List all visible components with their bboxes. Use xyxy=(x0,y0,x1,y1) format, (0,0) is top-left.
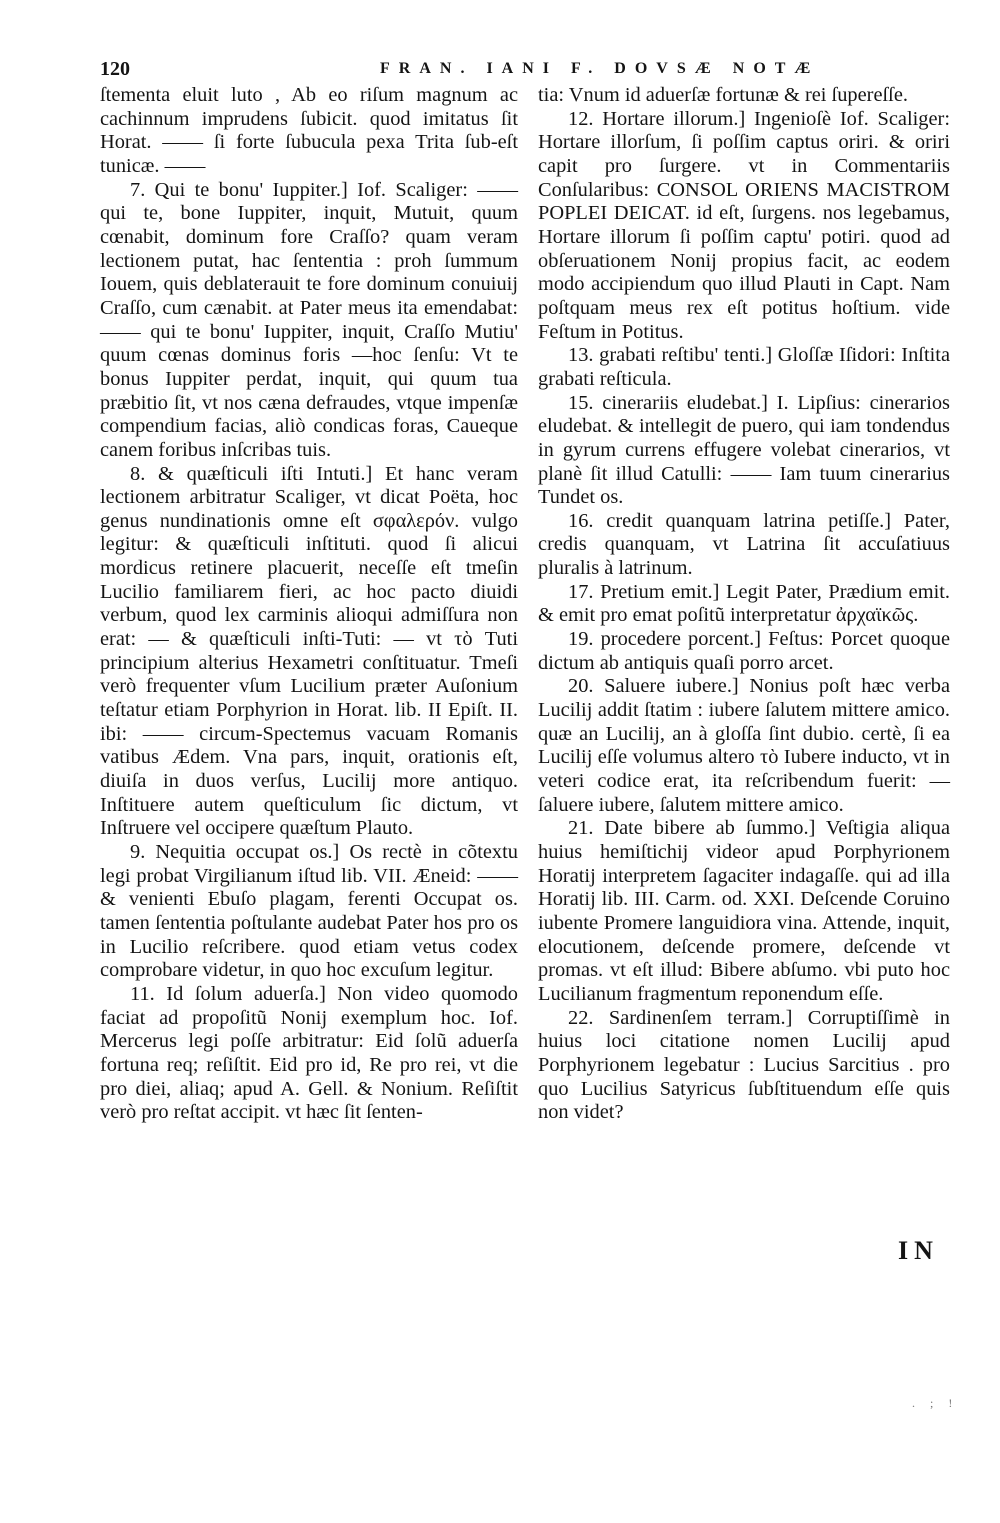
note-9: 9. Nequitia occupat os.] Os rectè in cõtextu legi probat Virgilianum iſtud lib. VII. Æneid: —— & venienti Ebuſo plagam, ferenti Occupat os. tamen ſententia poſtulante audebat Pater hos pro os in Lucilio reſcribere. quod etiam vetus codex comprobare videtur, in quo hoc excuſum legitur. xyxy=(100,841,518,982)
note-19: 19. procedere porcent.] Feſtus: Porcet quoque dictum ab antiquis quaſi porro arcet. xyxy=(538,628,950,674)
print-speck: . ; ! xyxy=(912,1396,959,1410)
note-12: 12. Hortare illorum.] Ingenioſè Iof. Scaliger: Hortare illorſum, ſi poſſim captus oriri. & oriri capit pro ſurgere. vt in Commentariis Conſularibus: CONSOL ORIENS MACISTROM POPLEI DEICAT. id eſt, ſurgens. nos legebamus, Hortare illorum ſi poſſim captu' potiri. quod ad obſeruationem Nonij propius facit, ac eodem modo accipiendum quo illud Plauti in Capt. Nam poſtquam meus rex eſt potitus hoſtium. vide Feſtum in Potitus. xyxy=(538,107,950,343)
note-8: 8. & quæſticuli iſti Intuti.] Et hanc veram lectionem arbitratur Scaliger, vt dicat Poëta, hoc genus nundinationis omne eſt σφαλερόν. vulgo legitur: & quæſticuli inſtituti. quod ſi alicui mordicus retinere placuerit, neceſſe eſt tmeſin Lucilio familiarem fieri, ac hoc pacto diuidi verbum, quod lex carminis alioqui admiſſura non erat: — & quæſticuli inſti-Tuti: — vt τὸ Tuti principium alterius Hexametri conſtituatur. Tmeſi verò frequenter vſum Lucilium præter Auſonium teſtatur etiam Porphyrion in Horat. lib. II Epiſt. II. ibi: —— circum-Spectemus vacuam Romanis vatibus Ædem. Vna pars, inquit, orationis eſt, diuiſa in duos verſus, Lucilij more antiquo. Inſtituere autem queſticulum ſic dictum, vt Inſtruere vel occipere quæſtum Plauto. xyxy=(100,462,518,840)
note-13: 13. grabati reſtibu' tenti.] Gloſſæ Iſidori: Inſtita grabati reſticula. xyxy=(538,344,950,390)
note-continuation-right: tia: Vnum id aduerſæ fortunæ & rei ſupereſſe. xyxy=(538,84,908,106)
catchword: IN xyxy=(898,1236,939,1265)
running-head: FRAN. IANI F. DOVSÆ NOTÆ xyxy=(380,60,820,77)
note-16: 16. credit quanquam latrina petiſſe.] Pater, credis quanquam, vt Latrina ſit accuſatiuus pluralis à latrinum. xyxy=(538,509,950,580)
note-11: 11. Id ſolum aduerſa.] Non video quomodo faciat ad propoſitũ Nonij exemplum hoc. Iof. Mercerus legi poſſe arbitratur: Eid ſolũ aduerſa fortuna req; reſiſtit. Eid pro id, Re pro rei, vt die pro diei, aliaq; apud A. Gell. & Nonium. Reſiſtit verò pro reſtat accipit. vt hæc ſit ſenten- xyxy=(100,982,518,1124)
note-22: 22. Sardinenſem terram.] Corruptiſſimè in huius loci citatione nomen Lucilij apud Porphyrionem legebatur : Lucius Sarcitius . pro quo Lucilius Satyricus ſubſtituendum eſſe quis non videt? xyxy=(538,1006,950,1124)
note-7: 7. Qui te bonu' Iuppiter.] Iof. Scaliger: —— qui te, bone Iuppiter, inquit, Mutuit, quum cœnabit, dominum fore Craſſo? quam veram lectionem putat, hac ſententia : proh ſummum Iouem, quis deblaterauit te fore dominum conuiuij Craſſo, cum cænabit. at Pater meus ita emendabat: —— qui te bonu' Iuppiter, inquit, Craſſo Mutiu' quum cœnas dominus foris —hoc ſenſu: Vt te bonus Iuppiter perdat, inquit, qui quum tua præbitio ſit, vt nos cæna defraudes, vtque impenſæ compendium facias, aliò condicas foras, Caueque canem foribus inſcribas tuis. xyxy=(100,178,518,461)
note-17: 17. Pretium emit.] Legit Pater, Prædium emit. & emit pro emat poſitũ interpretatur ἀρχαϊκῶς. xyxy=(538,580,950,627)
right-column xyxy=(538,84,950,1125)
note-15: 15. cinerariis eludebat.] I. Lipſius: cinerarios eludebat. & intellegit de puero, qui iam tondendus in gyrum currens effugere volebat cinerarios, vt planè ſit illud Catulli: —— Iam tuum cinerarius Tundet os. xyxy=(538,391,950,509)
note-continuation: ſtementa eluit luto , Ab eo riſum magnum ac cachinnum imprudens ſubicit. quod imitatus ſit Horat. —— ſi forte ſubucula pexa Trita ſub-eſt tunicæ. —— xyxy=(100,84,518,177)
note-20: 20. Saluere iubere.] Nonius poſt hæc verba Lucilij addit ſtatim : iubere ſalutem mittere amico. quæ an Lucilij, an à gloſſa ſint dubio. certè, ſi ea Lucilij eſſe volumus altero τὸ Iubere inducto, vt in veteri codice erat, ita reſcribendum fuerit: —ſaluere iubere, ſalutem mittere amico. xyxy=(538,675,950,816)
page-header xyxy=(100,58,950,86)
note-21: 21. Date bibere ab ſummo.] Veſtigia aliqua huius hemiſtichij videor apud Porphyrionem Horatij interpretem ſagaciter indagaſſe. qui ad illa Horatij lib. III. Carm. od. XXI. Deſcende Coruino iubente Promere languidiora vina. Attende, inquit, elocutionem, deſcende promere, deſcende vt promas. vt eſt illud: Bibere abſumo. vbi puto hoc Lucilianum fragmentum reponendum eſſe. xyxy=(538,817,950,1005)
page-number: 120 xyxy=(100,58,130,80)
left-column xyxy=(100,84,518,1125)
